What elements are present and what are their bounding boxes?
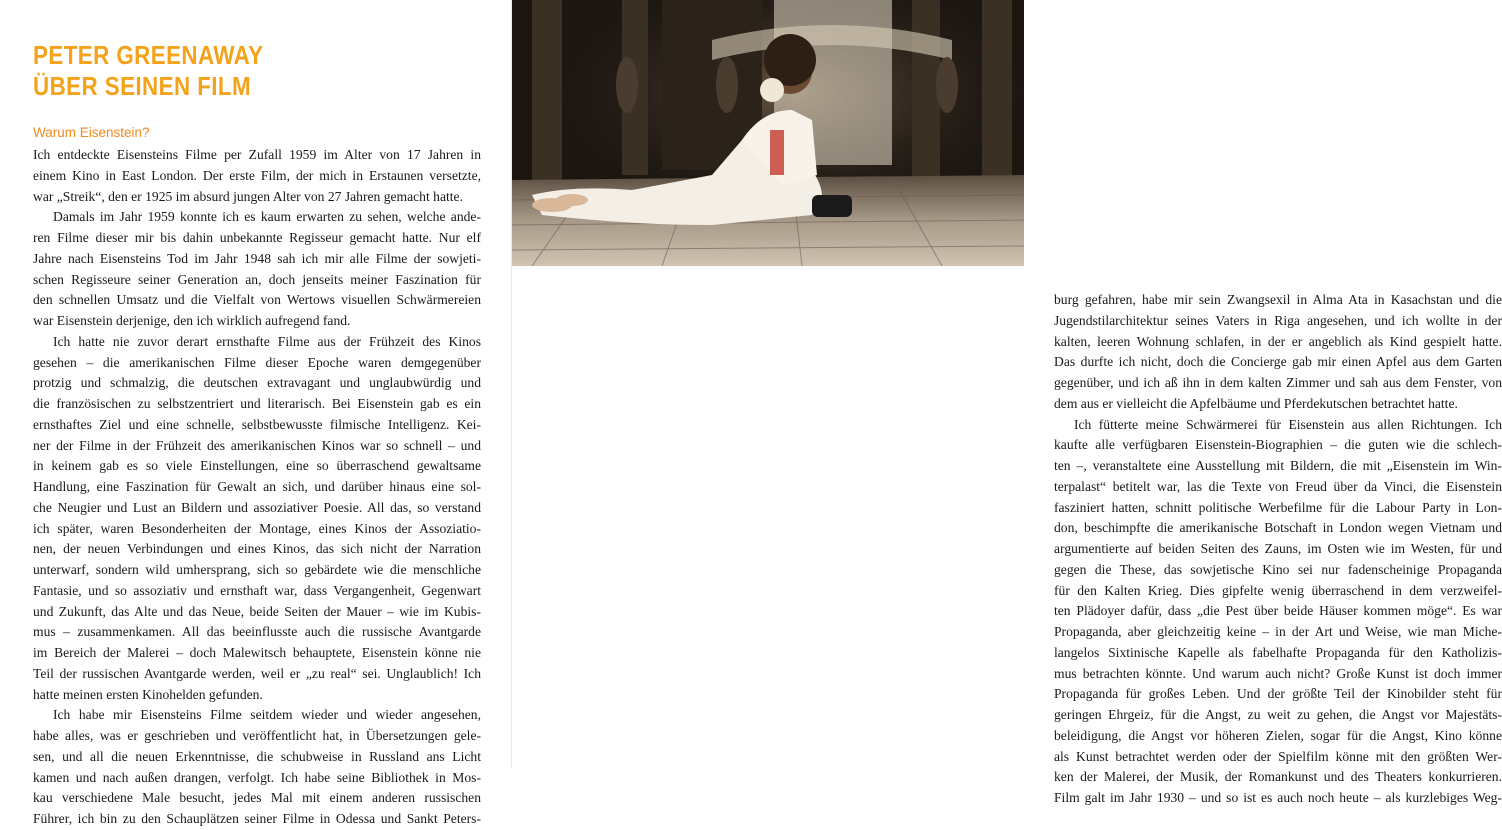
text-line: Ich hatte nie zuvor derart ernsthafte Filme aus der Frühzeit des Kinos xyxy=(53,333,481,349)
text-line: Damals im Jahr 1959 konnte ich es kaum erwarten zu sehen, welche ande- xyxy=(53,209,481,225)
text-line: ich später, waren Besonderheiten der Montage, eines Kinos der Assoziatio- xyxy=(33,520,481,536)
text-line: ken der Malerei, der Musik, der Romankunst und des Theaters konkurrieren. xyxy=(1054,769,1502,785)
left-column-text xyxy=(33,145,481,830)
text-line: war „Streik“, den er 1925 im absurd jungen Alter von 27 Jahren gemacht hatte. xyxy=(33,188,463,204)
headline-line-1: PETER GREENAWAY xyxy=(33,40,264,70)
left-paragraph xyxy=(33,332,481,706)
text-line: kamen und nach außen drangen, verfolgt. Ich habe seine Bibliothek in Mos- xyxy=(33,769,481,785)
subhead: Warum Eisenstein? xyxy=(33,125,150,140)
text-line: dem aus er vielleicht die Apfelbäume und Pferdekutschen betrachtet hatte. xyxy=(1054,395,1458,411)
text-line: Jugendstilarchitektur seines Vaters in Riga angesehen, und ich wollte in der xyxy=(1054,312,1502,328)
text-line: ten Plädoyer dafür, dass „die Pest über beide Häuser kommen möge“. Es war xyxy=(1054,603,1502,619)
text-line: gesehen – die amerikanischen Filme dieser Epoche waren demgegenüber xyxy=(33,354,481,370)
text-line: geringen Ehrgeiz, für die Angst, zu weit zu gehen, die Angst vor Majestäts- xyxy=(1054,707,1502,722)
text-line: Fantasie, und so assoziativ und ernsthaft war, dass Vergangenheit, Gegenwart xyxy=(33,582,481,598)
text-line: Film galt im Jahr 1930 – und so ist es auch noch heute – als kurzlebiges Weg- xyxy=(1054,790,1502,805)
text-line: don, beschimpfte die amerikanische Botschaft in London wegen Vietnam und xyxy=(1054,520,1502,536)
text-line: nen, der neuen Verbindungen und eines Kinos, das sich nicht der Narration xyxy=(33,541,481,557)
text-line: kalten, leeren Wohnung schlafen, in der er angeblich als Kind gespielt hatte. xyxy=(1054,333,1502,349)
text-line: protzig und schmalzig, die deutschen extravagant und unglaubwürdig und xyxy=(33,375,481,391)
text-line: ren Filme dieser mir bis dahin unbekannte Regisseur gemacht hatte. Nur elf xyxy=(33,230,481,245)
text-line: unterwarf, sondern wild umhersprang, sich so gebärdete wie die menschliche xyxy=(33,562,481,577)
text-line: fasziniert hatten, schnitt politische Werbefilme für die Labour Party in Lon- xyxy=(1054,499,1502,515)
text-line: den schnellen Umsatz und die Vielfalt von Wertows visuellen Schwärmereien xyxy=(33,292,481,308)
text-line: Ich entdeckte Eisensteins Filme per Zufall 1959 im Alter von 17 Jahren in xyxy=(33,147,481,162)
text-line: mus betrachten könnte. Und warum auch nicht? Große Kunst ist doch immer xyxy=(1054,665,1502,681)
film-still-illustration xyxy=(512,0,1024,266)
left-paragraph xyxy=(33,207,481,332)
text-line: habe alles, was er geschrieben und veröffentlicht hat, in Übersetzungen gele- xyxy=(33,728,481,743)
right-paragraph xyxy=(1054,415,1502,809)
text-line: terpalast“ betitelt war, las die Texte von Freud über da Vinci, die Eisenstein xyxy=(1054,478,1502,494)
text-line: Propaganda für großes Leben. Und der größte Teil der Kinobilder steht für xyxy=(1054,686,1502,702)
text-line: schen Regisseure seiner Generation an, doch jenseits meiner Faszination für xyxy=(33,271,481,287)
text-line: beleidigung, die Angst vor höheren Zielen, sogar für die Angst, Kino könne xyxy=(1054,727,1502,743)
text-line: und Zukunft, das Alte und das Neue, beide Seiten der Mauer – wie im Kubis- xyxy=(33,603,481,619)
left-paragraph xyxy=(33,145,481,207)
text-line: Ich habe mir Eisensteins Filme seitdem wieder und wieder angesehen, xyxy=(53,707,481,723)
right-column-text xyxy=(1054,290,1502,809)
right-paragraph xyxy=(1054,290,1502,415)
text-line: Handlung, eine Faszination für Gewalt an sich, und darüber hinaus eine sol- xyxy=(33,479,481,494)
text-line: Teil der russischen Avantgarde werden, weil er „zu real“ sei. Unglaublich! Ich xyxy=(33,665,481,681)
text-line: Das durfte ich nicht, doch die Concierge gab mir einen Apfel aus dem Garten xyxy=(1054,354,1502,370)
text-line: mus – zusammenkamen. All das beeinflusste auch die russische Avantgarde xyxy=(33,624,481,640)
left-paragraph xyxy=(33,705,481,830)
left-page xyxy=(0,0,512,826)
text-line: die französischen zu selbstzentriert und literarisch. Bei Eisenstein gab es ein xyxy=(33,396,481,411)
text-line: hatte meinen ersten Kinohelden gefunden. xyxy=(33,686,263,702)
text-line: argumentierte auf beiden Seiten des Zauns, im Osten wie im Westen, für und xyxy=(1054,541,1502,556)
text-line: gegen die These, das sowjetische Kino sei nur fadenscheinige Propaganda xyxy=(1054,561,1502,577)
text-line: war Eisenstein derjenige, den ich wirklich aufregend fand. xyxy=(33,313,351,328)
text-line: ner der Filme in der Frühzeit des amerikanischen Kinos war so schnell – und xyxy=(33,437,481,453)
text-line: burg gefahren, habe mir sein Zwangsexil in Alma Ata in Kasachstan und die xyxy=(1054,292,1502,307)
text-line: Propaganda, aber gleichzeitig keine – in der Art und Weise, wie man Miche- xyxy=(1054,624,1502,639)
headline xyxy=(33,40,264,102)
text-line: Führer, ich bin zu den Schauplätzen seiner Filme in Odessa und Sankt Peters- xyxy=(33,811,481,826)
text-line: im Bereich der Malerei – doch Malewitsch behauptete, Eisenstein könne nie xyxy=(33,645,481,660)
text-line: sen, und all die neuen Erkenntnisse, die schubweise in Russland ans Licht xyxy=(33,748,481,764)
text-line: che Neugier und Lust an Bildern und assoziativer Poesie. All das, so verstand xyxy=(33,499,481,515)
text-line: langelos Sixtinische Kapelle als fabelhafte Propaganda für den Katholizis- xyxy=(1054,644,1502,660)
film-still-image xyxy=(512,0,1024,266)
text-line: Ich fütterte meine Schwärmerei für Eisenstein aus allen Richtungen. Ich xyxy=(1074,416,1502,432)
text-line: kau verschiedene Male besucht, jedes Mal mit einem anderen russischen xyxy=(33,790,481,806)
text-line: ernsthaftes Ziel und eine schnelle, selbstbewusste filmische Intelligenz. Kei- xyxy=(33,416,481,432)
text-line: kaufte alle verfügbaren Eisenstein-Biographien – die guten wie die schlech- xyxy=(1054,437,1502,453)
text-line: einem Kino in East London. Der erste Film, der mich in Erstaunen versetzte, xyxy=(33,167,481,183)
text-line: als Kunst betrachtet werden oder der Spielfilm könne mit den größten Wer- xyxy=(1054,748,1502,764)
text-line: ten –, veranstaltete eine Ausstellung mit Bildern, die mit „Eisenstein im Win- xyxy=(1054,458,1502,473)
headline-line-2: ÜBER SEINEN FILM xyxy=(33,71,252,101)
text-line: gegenüber, und ich aß ihn in dem kalten Zimmer und sah aus dem Fenster, von xyxy=(1054,375,1502,390)
text-line: in keinem gab es so viele Einstellungen, eine so überraschend gewaltsame xyxy=(33,458,481,474)
text-line: für den Kalten Krieg. Dies gipfelte wenig überraschend in dem verzweifel- xyxy=(1054,582,1502,598)
text-line: Jahre nach Eisensteins Tod im Jahr 1948 sah ich mir alle Filme der sowjeti- xyxy=(33,250,481,266)
